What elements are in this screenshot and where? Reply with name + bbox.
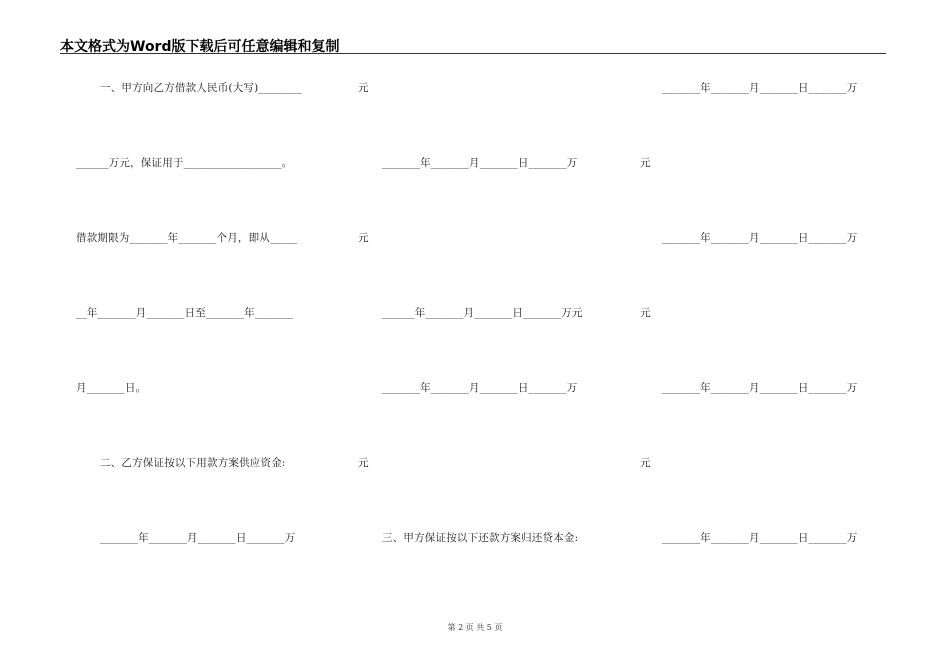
loan-period-line: __年_______月_______日至_______年_______ [76,307,293,319]
header-divider [60,53,886,54]
section-three-heading: 三、甲方保证按以下还款方案归还贷本金: [382,532,579,544]
yuan-label: 元 [640,457,651,469]
loan-period-end-line: 月_______日。 [76,382,147,394]
yuan-label: 元 [640,157,651,169]
yuan-label: 元 [358,82,369,94]
funding-schedule-line: _______年_______月_______日_______万 [382,382,578,394]
document-header-title: 本文格式为Word版下载后可任意编辑和复制 [60,39,340,55]
funding-schedule-line: _______年_______月_______日_______万 [382,157,578,169]
loan-term-line: 借款期限为_______年_______个月，即从_____ [76,232,298,244]
repayment-schedule-line: _______年_______月_______日_______万 [662,382,858,394]
repayment-schedule-line: _______年_______月_______日_______万 [662,532,858,544]
repayment-schedule-line: _______年_______月_______日_______万 [662,232,858,244]
repayment-schedule-line: _______年_______月_______日_______万 [662,82,858,94]
loan-purpose-line: ______万元，保证用于__________________。 [76,157,293,169]
funding-schedule-line: _______年_______月_______日_______万 [100,532,296,544]
page-number: 第 2 页 共 5 页 [447,623,503,632]
loan-amount-line: 一、甲方向乙方借款人民币(大写)________ [100,82,302,94]
funding-schedule-line: ______年_______月_______日_______万元 [382,307,583,319]
yuan-label: 元 [358,232,369,244]
yuan-label: 元 [358,457,369,469]
yuan-label: 元 [640,307,651,319]
section-two-heading: 二、乙方保证按以下用款方案供应资金: [100,457,286,469]
